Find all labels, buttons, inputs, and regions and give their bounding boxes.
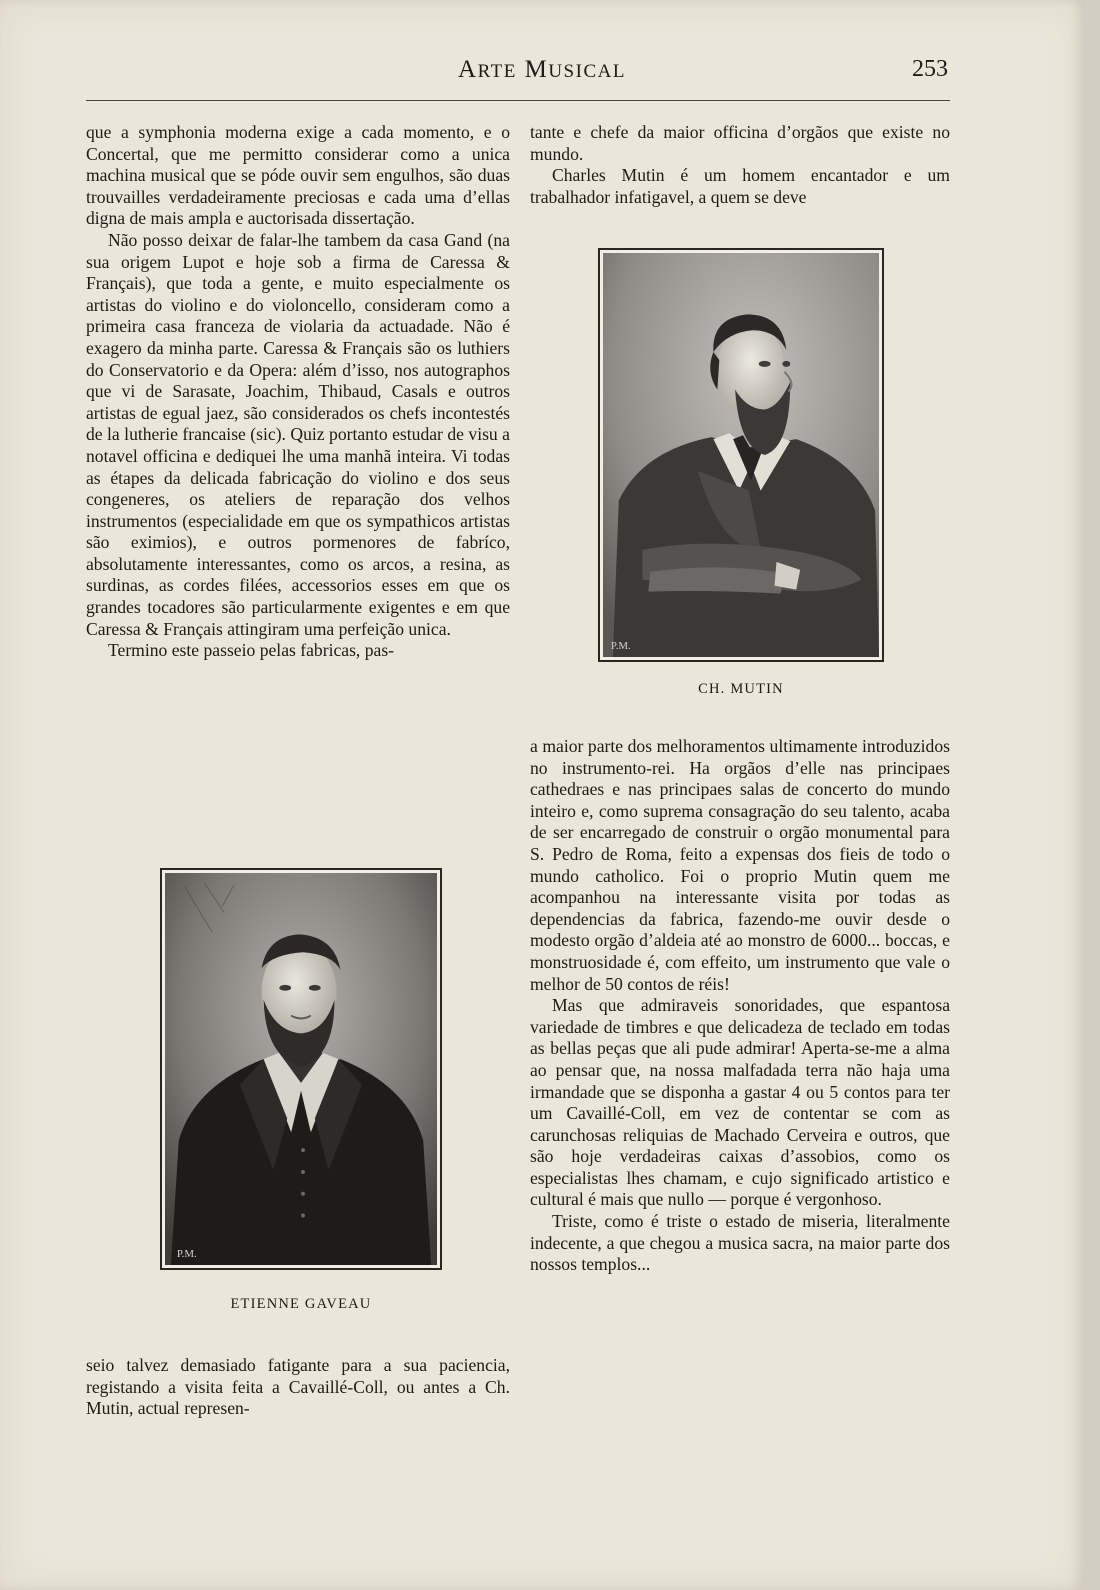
title-rest-m: USICAL <box>548 61 626 82</box>
left-column-bottom <box>86 1355 510 1420</box>
page-edge <box>1084 0 1100 1590</box>
caption-gaveau: ETIENNE GAVEAU <box>230 1296 372 1312</box>
header-rule <box>86 100 950 101</box>
paragraph: Mas que admiraveis sonoridades, que espantosa variedade de timbres e que delicadeza de teclado em todas as bellas peças que ali pude admirar! Aperta-se-me a alma ao pensar que, na nossa malfadada terra não haja uma irmandade que se disponha a gastar 4 ou 5 contos para ter um Cavaillé-Coll, em vez de contentar se com as carunchosas reliquias de Machado Cerveira e outros, que são hoje verdadeiras caixas d’assobios, como os especialistas lhes chamam, e cujo significado artistico e cultural é mais que nullo — porque é vergonhoso. <box>530 995 950 1210</box>
photographer-mark: P.M. <box>176 1248 197 1261</box>
paragraph: Charles Mutin é um homem encantador e um trabalhador infatigavel, a quem se deve <box>530 165 950 207</box>
photographer-mark: P.M. <box>610 640 631 653</box>
title-initial-a: A <box>458 56 478 83</box>
title-rest-a: RTE <box>477 61 517 82</box>
portrait-mutin <box>598 248 884 662</box>
paragraph: seio talvez demasiado fatigante para a sua paciencia, registando a visita feita a Cavaillé-Coll, ou antes a Ch. Mutin, actual represen- <box>86 1355 510 1419</box>
portrait-mutin-image <box>603 253 879 657</box>
paragraph: Termino este passeio pelas fabricas, pas- <box>108 640 395 661</box>
portrait-gaveau <box>160 868 442 1270</box>
paragraph: Não posso deixar de falar-lhe tambem da casa Gand (na sua origem Lupot e hoje sob a firma de Caressa & Français), que toda a gente, e muito especialmente os artistas do violino e do violoncello, consideram como a primeira casa franceza de violaria da actuadade. Não é exagero da minha parte. Caressa & Français são os luthiers do Conservatorio e da Opera: além d’isso, nos autographos que vi de Sarasate, Joachim, Thibaud, Casals e outros artistas de egual jaez, são considerados os chefs incontestés de la lutherie francaise (sic). Quiz portanto estudar de visu a notavel officina e dediquei lhe uma manhã inteira. Vi todas as étapes da delicada fabricação do violino e dos seus congeneres, os ateliers de reparação dos velhos instrumentos (especialidade em que os sympathicos artistas são eximios), e outros pormenores de fabríco, absolutamente interessantes, como os arcos, a resina, as surdinas, as cordes filées, accessorios esses em que os grandes tocadores são particularmente exigentes e em que Caressa & Français attingiram uma perfeição unica. <box>86 229 510 639</box>
caption-mutin: CH. MUTIN <box>698 681 784 697</box>
portrait-gaveau-image <box>165 873 437 1265</box>
title-initial-m: M <box>524 56 549 83</box>
right-column-bottom <box>530 736 950 1276</box>
left-column-top <box>86 122 510 662</box>
paragraph: que a symphonia moderna exige a cada momento, e o Concertal, que me permitto considerar como a unica machina musical que se póde ouvir sem engulhos, são duas trouvailles verdadeiramente preciosas e cada uma d’ellas digna de mais ampla e auctorisada dissertação. <box>86 122 510 229</box>
paragraph: a maior parte dos melhoramentos ultimamente introduzidos no instrumento-rei. Ha orgãos d’elle nas principaes cathedraes e nas principaes salas de concerto do mundo inteiro e, como suprema consagração do seu talento, acaba de ser encarregado de construir o orgão monumental para S. Pedro de Roma, feito a expensas dos fieis de todo o mundo catholico. Foi o proprio Mutin quem me acompanhou na interessante visita por todas as dependencias da fabrica, fazendo-me ouvir desde o modesto orgão d’aldeia até ao monstro de 6000... boccas, e monstruosidade é, com effeito, um instrumento que vale o melhor de 50 contos de réis! <box>530 736 950 994</box>
page-number: 253 <box>912 56 948 82</box>
paragraph: Triste, como é triste o estado de miseria, literalmente indecente, a que chegou a musica sacra, na maior parte dos nossos templos... <box>530 1211 950 1275</box>
paragraph: tante e chefe da maior officina d’orgãos que existe no mundo. <box>530 122 950 164</box>
right-column-top <box>530 122 950 208</box>
